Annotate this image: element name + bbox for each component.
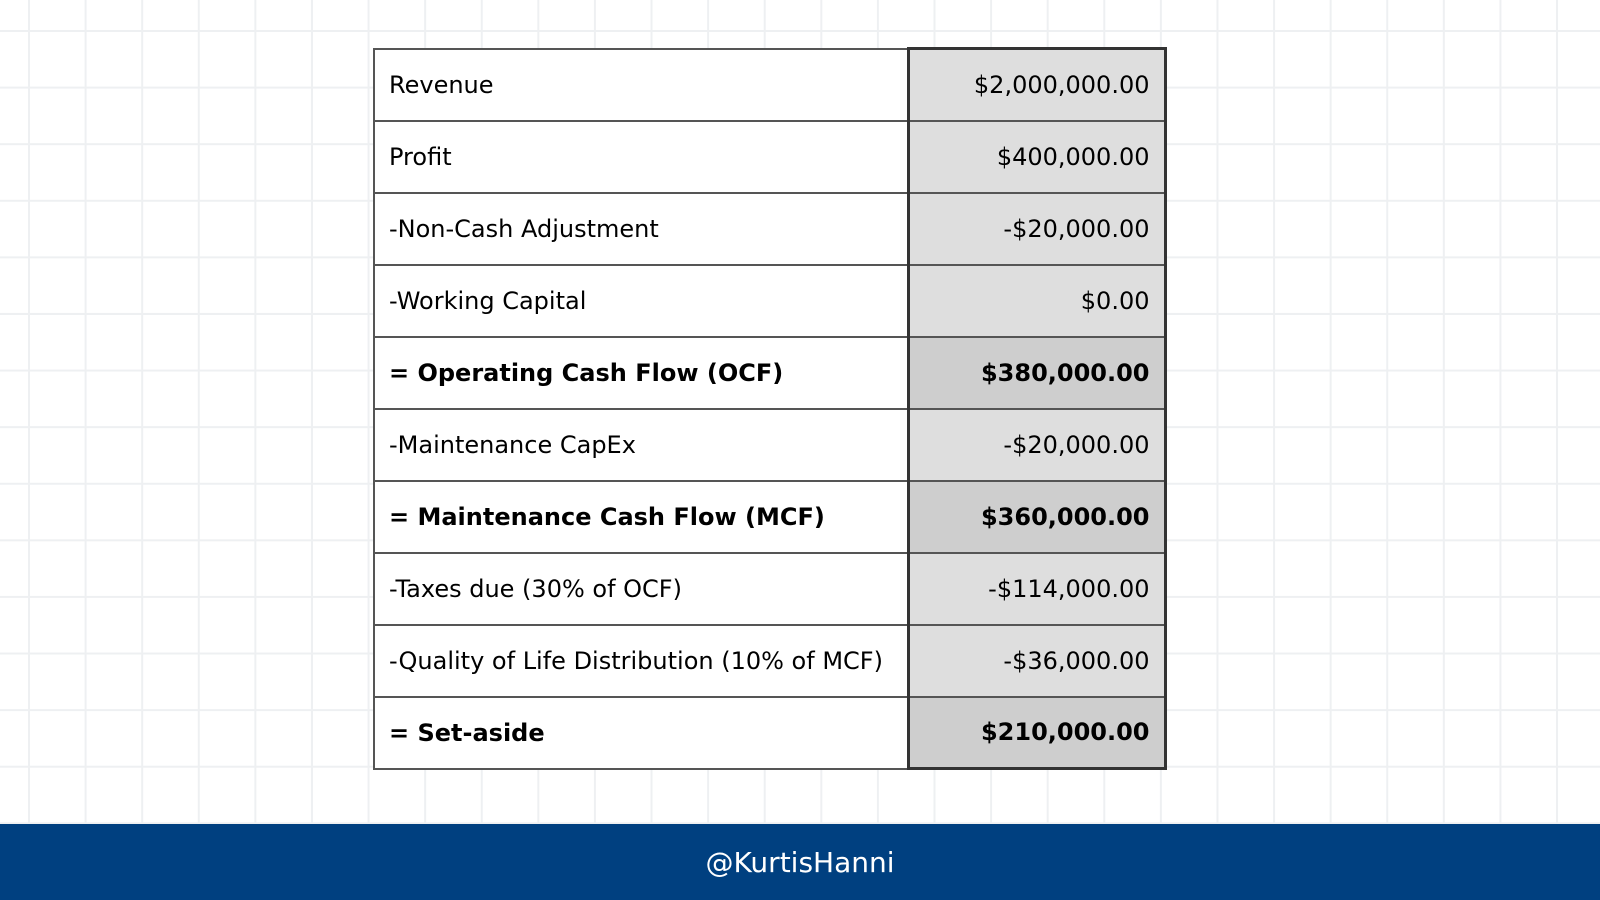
row-label: = Operating Cash Flow (OCF) xyxy=(374,337,908,409)
row-label: = Set-aside xyxy=(374,697,908,769)
footer-bar xyxy=(0,824,1600,900)
row-label: -Working Capital xyxy=(374,265,908,337)
row-label: = Maintenance Cash Flow (MCF) xyxy=(374,481,908,553)
table-row-set-aside xyxy=(374,697,1165,769)
row-value: $400,000.00 xyxy=(908,121,1165,193)
cash-flow-table xyxy=(373,47,1167,770)
row-value: -$20,000.00 xyxy=(908,409,1165,481)
table-row-operating-cash-flow xyxy=(374,337,1165,409)
row-label: Revenue xyxy=(374,49,908,121)
table-row-quality-of-life-distribution xyxy=(374,625,1165,697)
row-value: -$20,000.00 xyxy=(908,193,1165,265)
row-label: -Taxes due (30% of OCF) xyxy=(374,553,908,625)
row-value: -$114,000.00 xyxy=(908,553,1165,625)
row-label: Profit xyxy=(374,121,908,193)
row-label: -Quality of Life Distribution (10% of MCF) xyxy=(374,625,908,697)
row-value: $380,000.00 xyxy=(908,337,1165,409)
table-row-non-cash-adjustment xyxy=(374,193,1165,265)
table-row-profit xyxy=(374,121,1165,193)
row-value: $0.00 xyxy=(908,265,1165,337)
row-value: $2,000,000.00 xyxy=(908,49,1165,121)
row-label: -Non-Cash Adjustment xyxy=(374,193,908,265)
table-row-taxes-due xyxy=(374,553,1165,625)
row-value: $210,000.00 xyxy=(908,697,1165,769)
row-label: -Maintenance CapEx xyxy=(374,409,908,481)
table-row-maintenance-capex xyxy=(374,409,1165,481)
table-row-maintenance-cash-flow xyxy=(374,481,1165,553)
row-value: $360,000.00 xyxy=(908,481,1165,553)
row-value: -$36,000.00 xyxy=(908,625,1165,697)
table-row-working-capital xyxy=(374,265,1165,337)
author-handle: @KurtisHanni xyxy=(705,845,895,879)
table-row-revenue xyxy=(374,49,1165,121)
